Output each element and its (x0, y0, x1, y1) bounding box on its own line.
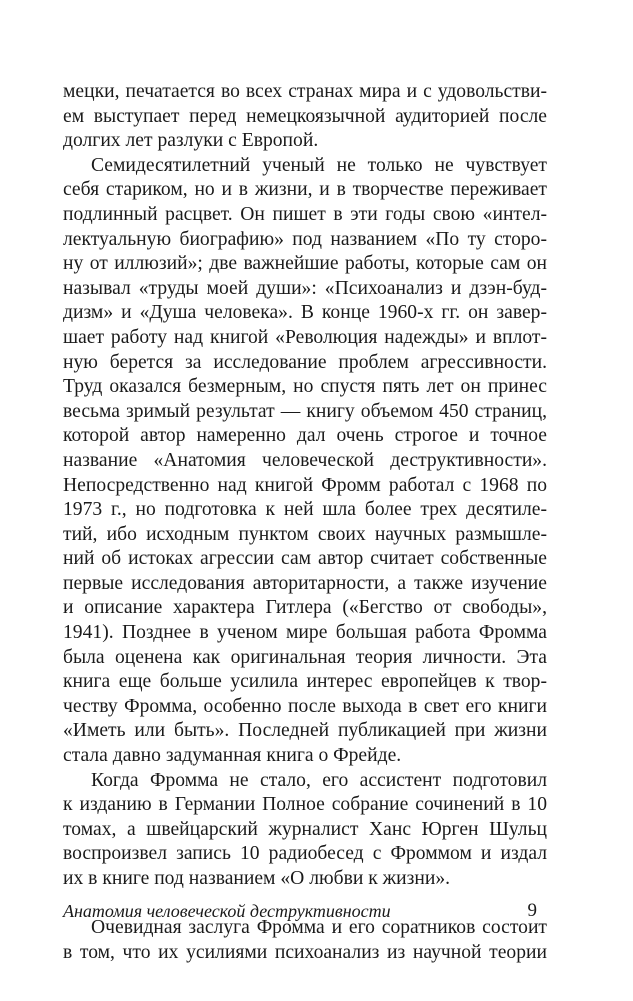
text-line: в том, что их усилиями психоанализ из научной теории (63, 941, 547, 963)
text-line: и описание характера Гитлера («Бегство от свободы», (63, 597, 547, 619)
text-line: подлинный расцвет. Он пишет в эти годы свою «интел- (63, 203, 547, 225)
text-line: мецки, печатается во всех странах мира и с удовольстви- (63, 81, 547, 102)
text-line: их в книге под названием «О любви к жизни». (63, 868, 451, 889)
page-footer (63, 898, 547, 924)
text-line: долгих лет разлуки с Европой. (63, 130, 319, 152)
text-line: ний об истоках агрессии сам автор считает собственные (63, 548, 547, 570)
text-line: весьма зримый результат — книгу объемом 450 страниц, (63, 400, 547, 422)
text-line: первые исследования авторитарности, а также изучение (63, 572, 547, 594)
text-line: воспроизвел запись 10 радиобесед с Фроммом и издал (63, 843, 547, 865)
text-line: Непосредственно над книгой Фромм работал с 1968 по (63, 474, 547, 496)
text-line: «Иметь или быть». Последней публикацией при жизни (63, 720, 547, 742)
text-line: 1973 г., но подготовка к ней шла более трех десятиле- (63, 499, 547, 521)
text-line: Когда Фромма не стало, его ассистент подготовил (91, 769, 547, 791)
text-line: Семидесятилетний ученый не только не чувствует (91, 154, 547, 176)
running-title: Анатомия человеческой деструктивности (63, 901, 391, 921)
text-line: была оценена как оригинальная теория личности. Эта (63, 646, 547, 668)
text-line: книга еще больше усилила интерес европейцев к твор- (63, 671, 547, 693)
text-line: Очевидная заслуга Фромма и его соратников состоит (91, 917, 547, 939)
text-line: дизм» и «Душа человека». В конце 1960-х гг. он завер- (63, 302, 547, 324)
text-line: лектуальную биографию» под названием «По ту сторо- (63, 228, 547, 250)
text-line: томах, а швейцарский журналист Ханс Юрген Шульц (63, 818, 547, 840)
text-line: название «Анатомия человеческой деструктивности». (63, 449, 547, 471)
text-line: тий, ибо исходным пунктом своих научных размышле- (63, 523, 547, 545)
text-line: честву Фромма, особенно после выхода в свет его книги (63, 695, 547, 717)
text-line: шает работу над книгой «Революция надежды» и вплот- (63, 326, 547, 348)
text-line: ем выступает перед немецкоязычной аудиторией после (63, 105, 547, 127)
text-line: ную берется за исследование проблем агрессивности. (63, 351, 547, 373)
paragraph-3 (63, 769, 547, 892)
text-line: стала давно задуманная книга о Фрейде. (63, 745, 402, 767)
text-line: которой автор намеренно дал очень строгое и точное (63, 425, 547, 447)
body-text (63, 80, 547, 965)
paragraph-2 (63, 154, 547, 769)
text-line: называл «труды моей души»: «Психоанализ и дзэн-буд- (63, 277, 547, 299)
text-line: к изданию в Германии Полное собрание сочинений в 10 (63, 794, 547, 816)
paragraph-1 (63, 80, 547, 154)
text-line: Труд оказался безмерным, но спустя пять лет он принес (63, 376, 547, 398)
page-number: 9 (527, 900, 537, 921)
text-line: себя стариком, но и в жизни, и в творчестве переживает (63, 179, 547, 201)
text-line: ну от иллюзий»; две важнейшие работы, которые сам он (63, 253, 547, 275)
text-line: 1941). Позднее в ученом мире большая работа Фромма (63, 622, 547, 644)
